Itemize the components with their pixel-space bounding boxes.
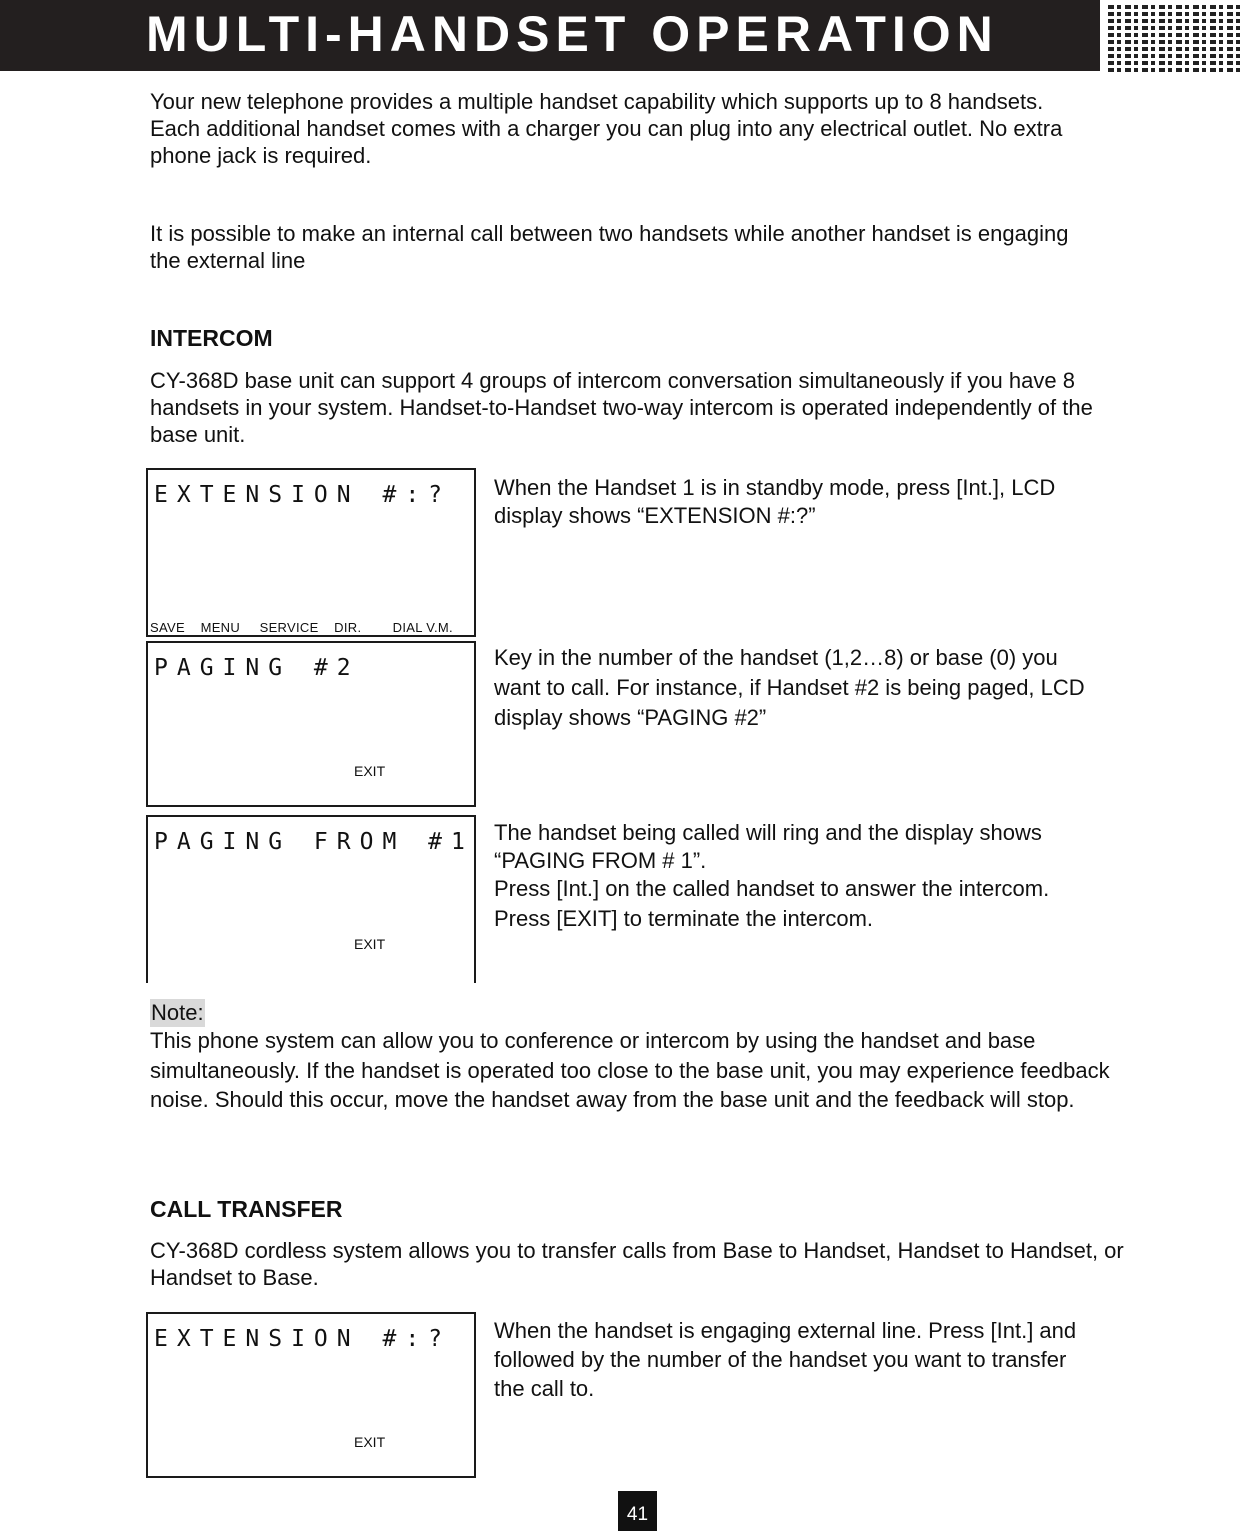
intercom-description: CY-368D base unit can support 4 groups of intercom conversation simultaneously if you have 8 handsets in your system. Handset-to-Handset two-way intercom is operated independently of the base unit. bbox=[150, 368, 1093, 447]
note-text: This phone system can allow you to conference or intercom by using the handset and base simultaneously. If the handset is operated too close to the base unit, you may experience feedback noise. Should this occur, move the handset away from the base unit and the feedback will stop. bbox=[150, 1028, 1110, 1112]
step-3-line-1: The handset being called will ring and the display shows “PAGING FROM # 1”. bbox=[494, 820, 1042, 873]
lcd-display-transfer bbox=[146, 1312, 476, 1478]
step-2-instruction: Key in the number of the handset (1,2…8) or base (0) you want to call. For instance, if Handset #2 is being paged, LCD display shows “PAGING #2” bbox=[494, 645, 1085, 730]
intro-paragraph-2: It is possible to make an internal call between two handsets while another handset is engaging the external line bbox=[150, 221, 1069, 273]
lcd-text: PAGING #2 bbox=[154, 655, 360, 681]
halftone-pattern-icon bbox=[1108, 2, 1240, 72]
lcd-softkeys: SAVE MENU SERVICE DIR. DIAL V.M. bbox=[150, 620, 453, 635]
transfer-instruction: When the handset is engaging external line. Press [Int.] and followed by the number of the handset you want to transfer the call to. bbox=[494, 1318, 1077, 1401]
lcd-display-paging-from bbox=[146, 815, 476, 983]
step-3-line-2: Press [Int.] on the called handset to answer the intercom. bbox=[494, 876, 1050, 901]
exit-softkey-label: EXIT bbox=[354, 763, 386, 779]
lcd-text: PAGING FROM #1 bbox=[154, 829, 474, 855]
lcd-text: EXTENSION #:? bbox=[154, 1326, 452, 1352]
lcd-display-extension bbox=[146, 468, 476, 637]
step-3-line-3: Press [EXIT] to terminate the intercom. bbox=[494, 906, 874, 931]
intro-paragraph-1: Your new telephone provides a multiple handset capability which supports up to 8 handsets. Each additional handset comes with a charger you can plug into any electrical outlet. No extra phone jack is required. bbox=[150, 89, 1063, 168]
note-label: Note: bbox=[151, 1000, 204, 1025]
step-3-instruction bbox=[494, 819, 1054, 933]
page-number: 41 bbox=[618, 1491, 657, 1531]
lcd-text: EXTENSION #:? bbox=[154, 482, 452, 508]
exit-softkey-label: EXIT bbox=[354, 1434, 386, 1450]
page-title: MULTI-HANDSET OPERATION bbox=[146, 6, 999, 62]
intercom-heading: INTERCOM bbox=[150, 325, 273, 351]
lcd-display-paging bbox=[146, 641, 476, 807]
exit-softkey-label: EXIT bbox=[354, 936, 386, 952]
call-transfer-heading: CALL TRANSFER bbox=[150, 1196, 343, 1222]
call-transfer-description: CY-368D cordless system allows you to transfer calls from Base to Handset, Handset to Handset, or Handset to Base. bbox=[150, 1238, 1124, 1290]
step-1-instruction: When the Handset 1 is in standby mode, press [Int.], LCD display shows “EXTENSION #:?” bbox=[494, 475, 1056, 528]
